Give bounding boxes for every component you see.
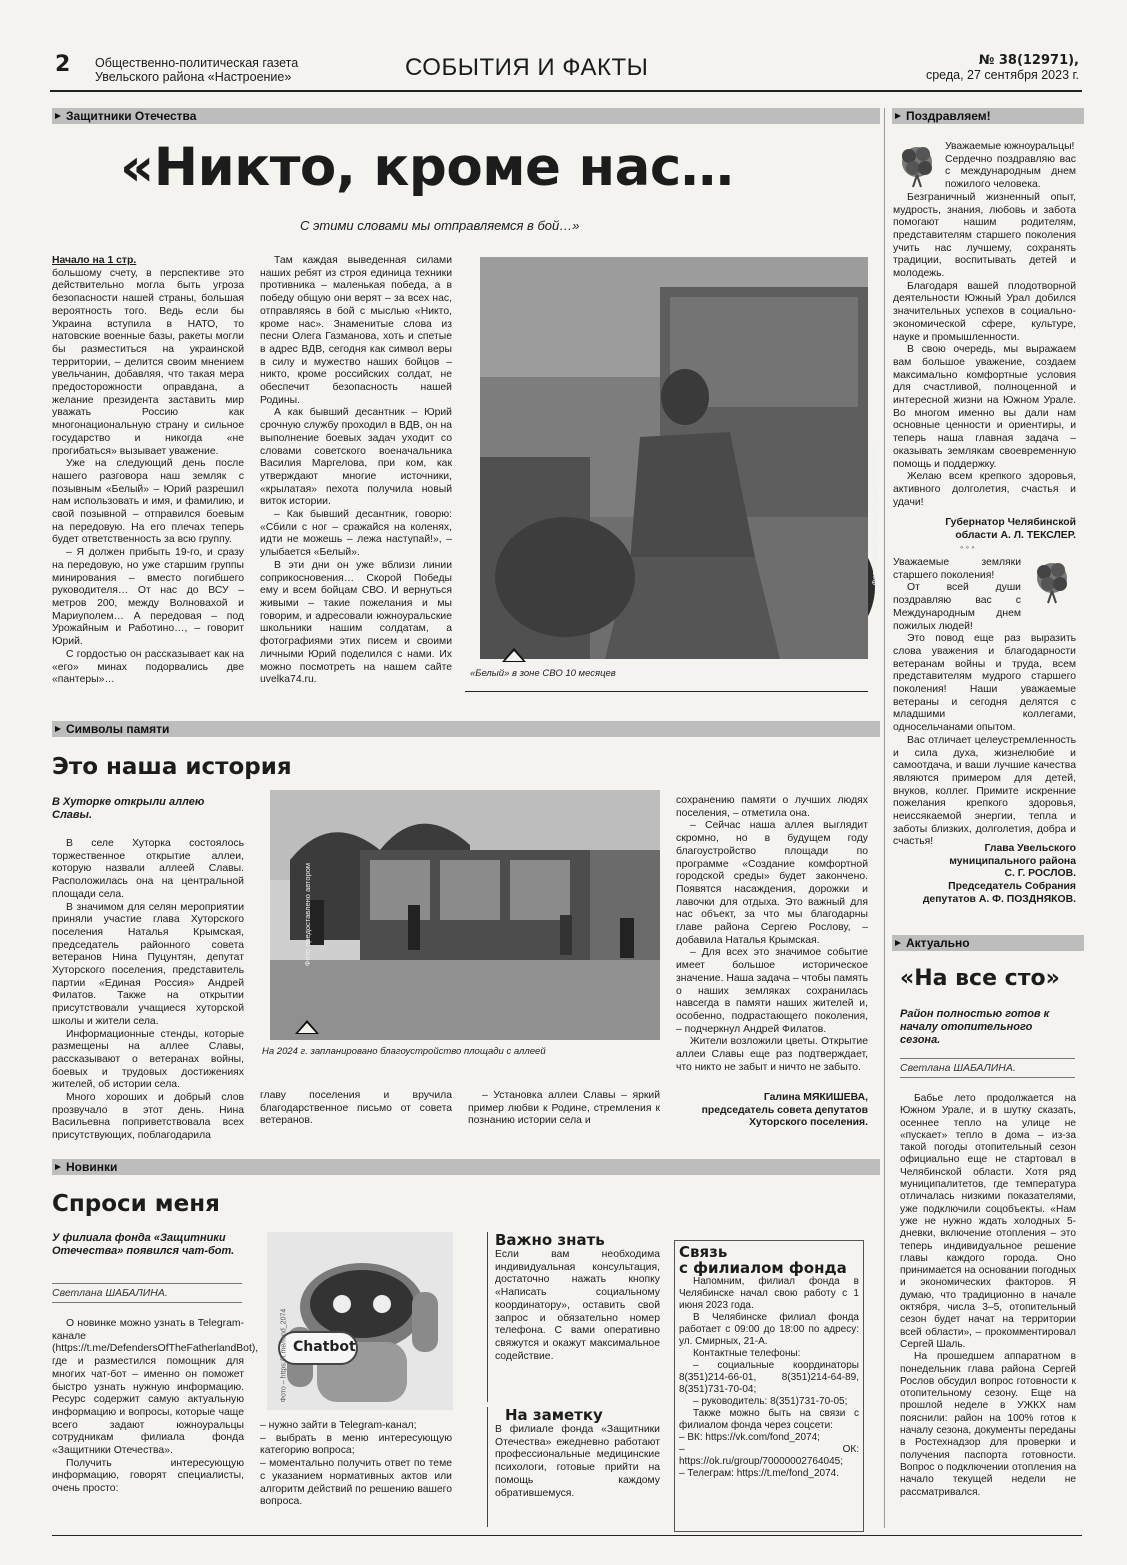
paragraph: Получить интересующую информацию, говорят специалисты, очень просто: xyxy=(52,1457,244,1495)
paragraph: – Как бывший десантник, говорю: «Сбили с ног – сражайся на коленях, идти не можешь – лежа наступай!», – улыбается «Белый». xyxy=(260,509,452,559)
photo-caption: «Белый» в зоне СВО 10 месяцев xyxy=(470,668,616,679)
caption-marker-icon xyxy=(502,648,526,662)
robot-icon xyxy=(267,1232,453,1410)
paragraph: О новинке можно узнать в Telegram-канале (https://t.me/DefendersOfTheFatherlandBot), где и разместился помощник для многих чат-бот – именно он поможет быстро узнать нужную информацию. Ресурс содержит самую актуальную информацию и вопросы, которые чаще всего задают южноуральцы сотрудникам филиала фонда «Защитники Отечества». xyxy=(52,1318,259,1457)
paragraph: Уже на следующий день после нашего разговора наш земляк с позывным «Белый» – Юрий разрешил нам использовать и имя, и фамилию, и свой позывной – отправился боевым на передовую. На его плечах теперь будет ответственность за всю группу. xyxy=(52,458,244,546)
sidebar-divider xyxy=(884,108,885,1528)
photo-credit: Фото предоставлено Юрием БЕЛИКОМ xyxy=(870,447,879,586)
paragraph: В свою очередь, мы выражаем вам большое уважение, создаем максимально комфортные условия для счастливой, полноценной и интересной жизни на Южном Урале. Во многом именно вы дали нам основные ценности и ориентиры, и теперь наша главная задача – оказывать землякам своевременную помощь и поддержку. xyxy=(893,344,1076,470)
paragraph: Там каждая выведенная силами наших ребят из строя единица техники противника – маленькая победа, а в победу общую они верят – за всех нас, отправляясь в бой с мыслью «Никто, кроме нас». Знаменитые слова из песни Олега Газманова, хоть и спетые в адрес ВДВ, сегодня как символ веры в силу и мужество наших бойцов – никто, кроме российских солдат, не обеспечит безопасность нашей Родины. xyxy=(260,255,452,406)
paragraph: большому счету, в перспективе это действительно могла быть угроза безопасности нашей страны, большая вероятность того. Ведь если бы Украина вступила в НАТО, то натовские военные базы, ракеты могли бы разместиться на украинской территории, – делится своим мнением увельчанин, добавляя, что такая мера предосторожности оправдана, а желание президента заставить мир уважать Россию как многонациональную страну и сильное государство и никогда «не прогибаться» вызывает уважение. xyxy=(52,267,244,457)
list-item: – нужно зайти в Telegram-канал; xyxy=(260,1420,417,1431)
paragraph: От всей души поздравляю вас с Международным днем пожилых людей! xyxy=(893,582,1021,632)
article3-lead: У филиала фонда «Защитники Отечества» появился чат-бот. xyxy=(52,1232,235,1257)
rubric-memory: Символы памяти xyxy=(52,721,880,737)
byline-rule xyxy=(900,1058,1075,1059)
paragraph: Информационные стенды, которые размещены на аллее Славы, рассказывают о ветеранах войны, боевых и трудовых достижениях жителей, об истории села. xyxy=(52,1028,244,1091)
paragraph: В Челябинске филиал фонда работает с 09:00 до 18:00 по адресу: ул. Смирных, 21-А. xyxy=(679,1312,859,1347)
rubric-actual: Актуально xyxy=(892,935,1084,951)
paragraph: Вас отличает целеустремленность и сила духа, жизнелюбие и самоотдача, и ваши лучшие качества являются примером для детей, внуков, коллег. Примите искренние пожелания крепкого здоровья, неиссякаемой энергии, тепла и заботы близких, долголетия, добра и счастья! xyxy=(893,734,1076,848)
rubric-defenders: Защитники Отечества xyxy=(52,108,880,124)
paragraph: – социальные координаторы 8(351)214-66-01, 8(351)214-64-89, 8(351)731-70-04; xyxy=(679,1360,859,1395)
page-number: 2 xyxy=(55,52,71,77)
signature-line: Глава Увельского xyxy=(984,843,1076,854)
article2-column-2 xyxy=(260,1090,452,1128)
soldier-photo xyxy=(480,257,879,659)
article3-column-1 xyxy=(52,1318,259,1496)
greeting-governor xyxy=(893,141,1076,509)
paragraph: – Телеграм: https://t.me/fond_2074. xyxy=(679,1468,840,1479)
article2-column-1 xyxy=(52,838,244,1143)
article2-title: Это наша история xyxy=(52,754,292,780)
paragraph: – руководитель: 8(351)731-70-05; xyxy=(693,1396,848,1407)
byline-rule xyxy=(900,1077,1075,1078)
article2-lead: В Хуторке открыли аллею Славы. xyxy=(52,796,205,821)
article4-title: «На все сто» xyxy=(900,966,1060,991)
paragraph: В селе Хуторка состоялось торжественное открытие аллеи, которую назвали аллеей Славы. Расположилась она на центральной площади села. xyxy=(52,838,244,900)
info-box-contact xyxy=(674,1240,864,1532)
paragraph: – Для всех это значимое событие имеет большое историческое значение. Наша задача – чтобы память о наших земляках сохранилась навсегда в памяти наших жителей и, особенно, подрастающего поколения, – подчеркнул Андрей Филатов. xyxy=(676,947,869,1035)
rubric-news: Новинки xyxy=(52,1159,880,1175)
signature-district xyxy=(893,843,1076,907)
article1-bottom-rule xyxy=(465,691,868,692)
paragraph: Контактные телефоны: xyxy=(693,1348,801,1359)
box-text xyxy=(679,1276,859,1480)
paragraph: В значимом для селян мероприятии приняли участие глава Хуторского поселения Наталья Крымская, председатель районного совета ветеранов Нина Пуцунтян, депутат Хуторского поселения, представитель партии «Единая Россия» Андрей Филатов. Также на открытии присутствовали учащиеся хуторской школы и жители села. xyxy=(52,901,244,1027)
alley-photo-image xyxy=(270,790,660,1040)
paragraph: Желаю всем крепкого здоровья, активного долголетия, счастья и удачи! xyxy=(893,471,1076,508)
paragraph: Бабье лето продолжается на Южном Урале, и в шутку сказать, осеннее тепло на улице не «пускает» тепло в дома – из-за такой погоды отопительный сезон официально еще не стартовал в Челябинской области. Хотя ряд муниципалитетов, где температура отличалась низкими показателями, уже подключили соцобъекты. «Нам уже не нужно ждать холодных 5-дневки, включение отопления – это теперь индивидуальное решение главы каждого города. Оно принимается на основании погодных и экономических факторов. Я думаю, что традиционно в начале октября, числа 3–5, отопительный сезон будет начат на территории всей области», – прокомментировал Сергей Шаль. xyxy=(900,1093,1076,1350)
article3-column-2 xyxy=(260,1420,452,1509)
issue-number: № 38(12971), xyxy=(978,53,1079,68)
paragraph: – Я должен прибыть 19-го, и сразу на передовую, но уже старшим группы минирования – вместо погибшего руководителя… От нас до ВСУ – метров 200, между Волновахой и Мариуполем… А передовая – под Урожайным и Работино…, – говорит Юрий. xyxy=(52,547,244,648)
signature-line: муниципального района xyxy=(949,855,1076,867)
box-title: Связь xyxy=(679,1243,728,1261)
info-box-important xyxy=(495,1232,660,1363)
signature-line: С. Г. РОСЛОВ. xyxy=(1004,868,1076,880)
rubric-congrats: Поздравляем! xyxy=(892,108,1084,124)
box-text: В филиале фонда «Защитники Отечества» ежедневно работают профессиональные медицинские психологи, готовые прийти на помощь каждому обратившемуся. xyxy=(495,1424,660,1499)
article2-column-4 xyxy=(676,795,868,1074)
article1-title: «Никто, кроме нас… xyxy=(120,137,734,198)
article2-column-3 xyxy=(468,1090,660,1128)
paragraph: А как бывший десантник – Юрий срочную службу проходил в ВДВ, он на выполнение боевых задач уходит со словами советского военачальника Василия Маргелова, при ком, как утверждают многие источники, «крылатая» пехота получила новый виток истории. xyxy=(260,407,452,508)
signature-line: председатель совета депутатов xyxy=(701,1104,868,1116)
paragraph: Безграничный жизненный опыт, мудрость, знания, любовь и забота помогают нашим родителям, представителям старшего поколения учить нас лучшему, сохранять традиции, воспитывать детей и молодежь. xyxy=(893,191,1076,280)
article1-subtitle: С этими словами мы отправляемся в бой…» xyxy=(300,218,580,233)
paragraph: Напомним, филиал фонда в Челябинске начал свою работу с 1 июня 2023 года. xyxy=(679,1276,859,1311)
paragraph: Благодаря вашей плодотворной деятельности Южный Урал добился значительных успехов в социально-экономической сфере, культуре, науке и промышленности. xyxy=(893,280,1076,343)
section-title: СОБЫТИЯ И ФАКТЫ xyxy=(405,54,649,81)
article3-title: Спроси меня xyxy=(52,1191,220,1217)
paragraph: Сердечно поздравляю вас с международным днем пожилого человека. xyxy=(945,153,1076,191)
paragraph: На прошедшем аппаратном в понедельник глава района Сергей Рослов обсудил вопрос готовности к отопительному сезону. Еще на прошлой неделе в УЖКХ нам пояснили: район на 100% готов к началу сезона, документы переданы в Ростехнадзор для проверки и получения паспорта готовности. Вопрос о подключении отопления на начало текущей недели не рассматривался. xyxy=(900,1351,1076,1498)
article4-body xyxy=(900,1093,1076,1499)
paragraph: – Сейчас наша аллея выглядит скромно, но в будущем году благоустройство площади по программе «Создание комфортной городской среды» будет закончено. Появятся насаждения, дорожки и лавочки для отдыха. Это важный для нас объект, за что мы благодарны главе района Сергею Рослову, – добавила Наталья Крымская. xyxy=(676,820,868,946)
box-title: На заметку xyxy=(505,1406,603,1424)
paragraph: Жители возложили цветы. Открытие аллеи Славы еще раз подтверждает, что никто не забыт и ничто не забыто. xyxy=(676,1036,868,1073)
signature-line: Хуторского поселения. xyxy=(749,1117,868,1129)
byline-rule xyxy=(52,1283,242,1284)
paper-name xyxy=(95,56,298,84)
paragraph: – ОК: https://ok.ru/group/70000002764045; xyxy=(679,1444,859,1467)
paragraph: С гордостью он рассказывает как на «его» минах подорвались две «пантеры»… xyxy=(52,648,244,686)
photo-caption: На 2024 г. запланировано благоустройство площади с аллеей xyxy=(262,1046,546,1057)
continued-note: Начало на 1 стр. xyxy=(52,255,137,266)
box-text: Если вам необходима индивидуальная консультация, достаточно нажать кнопку «Написать социальному координатору», оставить свой запрос и обязательно номер телефона. С вами оперативно свяжутся и окажут максимальное содействие. xyxy=(495,1249,660,1362)
signature-line: депутатов А. Ф. ПОЗДНЯКОВ. xyxy=(922,893,1076,905)
caption-marker-icon xyxy=(295,1020,319,1034)
signature-line: Губернатор Челябинской xyxy=(945,517,1076,528)
page-bottom-rule xyxy=(52,1535,1082,1536)
separator: ◦ ◦ ◦ xyxy=(960,542,975,552)
signature-line: Галина МЯКИШЕВА, xyxy=(763,1092,868,1103)
paragraph: сохранению памяти о лучших людях поселения, – отметила она. xyxy=(676,795,868,819)
article4-lead: Район полностью готов к началу отопительного сезона. xyxy=(900,1008,1050,1046)
box-title: с филиалом фонда xyxy=(679,1259,847,1277)
paper-name-line: Общественно-политическая газета xyxy=(95,56,299,70)
chatbot-image xyxy=(267,1232,453,1410)
photo-credit: Фото предоставлено автором xyxy=(303,862,313,967)
paragraph: – ВК: https://vk.com/fond_2074; xyxy=(679,1432,820,1443)
salutation: Уважаемые южноуральцы! xyxy=(945,141,1075,152)
paragraph: – Установка аллеи Славы – яркий пример любви к Родине, стремления к познанию истории села и xyxy=(468,1090,660,1127)
photo-credit: Фото – https://t.me/fond_2074 xyxy=(280,1308,288,1403)
paragraph: В эти дни он уже вблизи линии соприкосновения… Скорой Победы ему и всем бойцам СВО. И вернуться живыми – такие пожелания и мы говорим, и адресовали южноуральские школьники нашим солдатам, а фотографиями этих писем и своими личными Юрий поделился с нами. Их можно посмотреть на нашем сайте uvelka74.ru. xyxy=(260,559,452,686)
article1-column-2 xyxy=(260,255,452,687)
paragraph: Много хороших и добрый слов прозвучало в этот день. Нина Васильевна поприветствовала всех присутствующих, поблагодарила xyxy=(52,1092,244,1142)
signature-line: области А. Л. ТЕКСЛЕР. xyxy=(955,529,1076,541)
info-box-note xyxy=(495,1407,660,1500)
header-rule xyxy=(50,90,1082,92)
issue-info xyxy=(926,54,1079,82)
article1-column-1 xyxy=(52,255,244,687)
signature-line: Председатель Собрания xyxy=(948,881,1076,893)
list-item: – моментально получить ответ по теме с указанием нормативных актов или алгоритм действий по решению вашего вопроса. xyxy=(260,1458,452,1508)
box-rule xyxy=(487,1232,488,1402)
box-rule xyxy=(487,1407,488,1527)
chatbot-label: Chatbot xyxy=(293,1339,356,1355)
paragraph: главу поселения и вручила благодарственное письмо от совета ветеранов. xyxy=(260,1090,452,1127)
article3-byline: Светлана ШАБАЛИНА. xyxy=(52,1287,168,1299)
article4-byline: Светлана ШАБАЛИНА. xyxy=(900,1062,1016,1074)
alley-photo xyxy=(270,790,660,1040)
paragraph: Это повод еще раз выразить слова уважения и благодарности ветеранам войны и труда, всем представителям мудрого старшего поколения! Наши уважаемые ветераны и сегодня делятся с младшими коллегами, односельчанами опытом. xyxy=(893,633,1076,734)
greeting-district-head xyxy=(893,557,1076,849)
box-title: Важно знать xyxy=(495,1231,605,1249)
byline-rule xyxy=(52,1302,242,1303)
paper-name-line: Увельского района «Настроение» xyxy=(95,70,292,84)
signature-governor xyxy=(893,517,1076,542)
soldier-photo-image xyxy=(480,257,868,659)
issue-date: среда, 27 сентября 2023 г. xyxy=(925,68,1079,82)
salutation: Уважаемые земляки старшего поколения! xyxy=(893,557,1021,581)
paragraph: Также можно быть на связи с филиалом фонда через соцсети: xyxy=(679,1408,859,1431)
list-item: – выбрать в меню интересующую категорию вопроса; xyxy=(260,1432,452,1457)
article2-signature xyxy=(676,1092,868,1130)
